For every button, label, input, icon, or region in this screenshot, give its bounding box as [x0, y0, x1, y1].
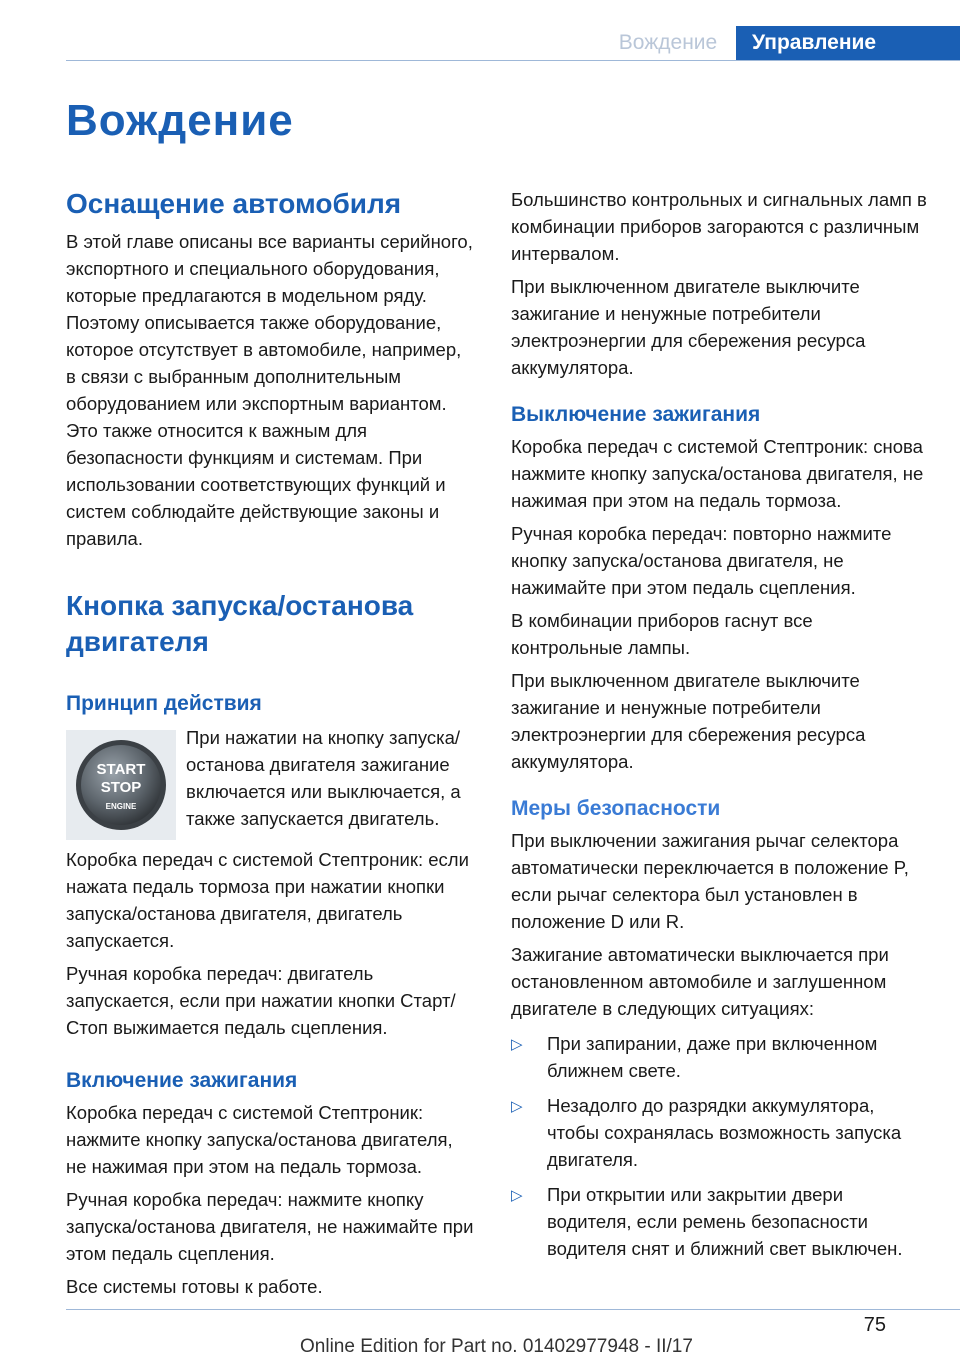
- triangle-bullet-icon: ▷: [511, 1098, 523, 1115]
- ignition-off-steptronic: Коробка передач с системой Стептроник: снова нажмите кнопку запуска/останова двигателя, не нажимая при этом на педаль тормоза.: [511, 436, 924, 511]
- right-column: [511, 186, 929, 1270]
- footer-edition: Online Edition for Part no. 01402977948 - II/17: [300, 1336, 693, 1357]
- auto-off-text: Зажигание автоматически выключается при остановленном автомобиле и заглушенном двигателе в следующих ситуациях:: [511, 944, 889, 1019]
- lamps-off-text: В комбинации приборов гаснут все контрольные лампы.: [511, 610, 813, 658]
- principle-text: При нажатии на кнопку запуска/останова двигателя зажигание включается или выключается, а также запускается двигатель.: [186, 727, 461, 829]
- lamps-text: Большинство контрольных и сигнальных ламп в комбинации приборов загораются с различным интервалом.: [511, 189, 927, 264]
- page-title: Вождение: [66, 96, 294, 145]
- start-stop-heading: Кнопка запуска/останова двигателя: [66, 590, 414, 657]
- left-column: [66, 186, 476, 1306]
- steptronic-start-text: Коробка передач с системой Стептроник: если нажата педаль тормоза при нажатии кнопки запуска/останова двигателя, двигатель запускается.: [66, 849, 469, 951]
- ignition-off-heading: Выключение зажигания: [511, 403, 761, 426]
- list-item: [511, 1181, 929, 1262]
- footer-divider: [66, 1309, 960, 1310]
- ignition-off-manual: Ручная коробка передач: повторно нажмите кнопку запуска/останова двигателя, не нажимайте при этом педаль сцепления.: [511, 523, 892, 598]
- safety-text: При выключении зажигания рычаг селектора автоматически переключается в положение P, если рычаг селектора был установлен в положение D или R.: [511, 830, 909, 932]
- ignition-on-manual: Ручная коробка передач: нажмите кнопку запуска/останова двигателя, не нажимайте при этом педаль сцепления.: [66, 1189, 474, 1264]
- save-battery-text-1: При выключенном двигателе выключите зажигание и ненужные потребители электроэнергии для сбережения ресурса аккумулятора.: [511, 276, 866, 378]
- list-item: [511, 1030, 929, 1084]
- list-item: [511, 1092, 929, 1173]
- header-tab-controls[interactable]: Управление: [736, 26, 960, 60]
- save-battery-text-2: При выключенном двигателе выключите зажигание и ненужные потребители электроэнергии для сбережения ресурса аккумулятора.: [511, 670, 866, 772]
- triangle-bullet-icon: ▷: [511, 1036, 523, 1053]
- list-item-text: При открытии или закрытии двери водителя, если ремень безопасности водителя снят и ближний свет выключен.: [547, 1184, 903, 1259]
- header-divider: [66, 60, 960, 61]
- header-tab-driving[interactable]: Вождение: [618, 31, 718, 54]
- button-text-engine: ENGINE: [105, 802, 137, 811]
- safety-heading: Меры безопасности: [511, 797, 721, 820]
- button-text-start: START: [96, 761, 146, 778]
- ready-text: Все системы готовы к работе.: [66, 1276, 323, 1297]
- principle-block: [66, 724, 476, 840]
- equipment-heading: Оснащение автомобиля: [66, 188, 402, 219]
- button-text-stop: STOP: [100, 779, 142, 796]
- list-item-text: Незадолго до разрядки аккумулятора, чтобы сохранялась возможность запуска двигателя.: [547, 1095, 902, 1170]
- ignition-on-heading: Включение зажигания: [66, 1069, 298, 1092]
- manual-start-text: Ручная коробка передач: двигатель запускается, если при нажатии кнопки Старт/Стоп выжимается педаль сцепления.: [66, 963, 456, 1038]
- start-stop-button-image: [66, 730, 176, 840]
- equipment-text: В этой главе описаны все варианты серийного, экспортного и специального оборудования, которые предлагаются в модельном ряду. Поэтому описывается также оборудование, которое отсутствует в автомобиле, например, в связи с выбранным дополнительным оборудованием или экспортным вариантом. Это также относится к важным для безопасности функциям и системам. При использовании соответствующих функций и систем соблюдайте действующие законы и правила.: [66, 231, 473, 549]
- list-item-text: При запирании, даже при включенном ближнем свете.: [547, 1033, 878, 1081]
- auto-off-list: [511, 1030, 929, 1262]
- principle-heading: Принцип действия: [66, 692, 262, 715]
- triangle-bullet-icon: ▷: [511, 1187, 523, 1204]
- page-number: 75: [863, 1314, 886, 1336]
- ignition-on-steptronic: Коробка передач с системой Стептроник: нажмите кнопку запуска/останова двигателя, не нажимая при этом на педаль тормоза.: [66, 1102, 453, 1177]
